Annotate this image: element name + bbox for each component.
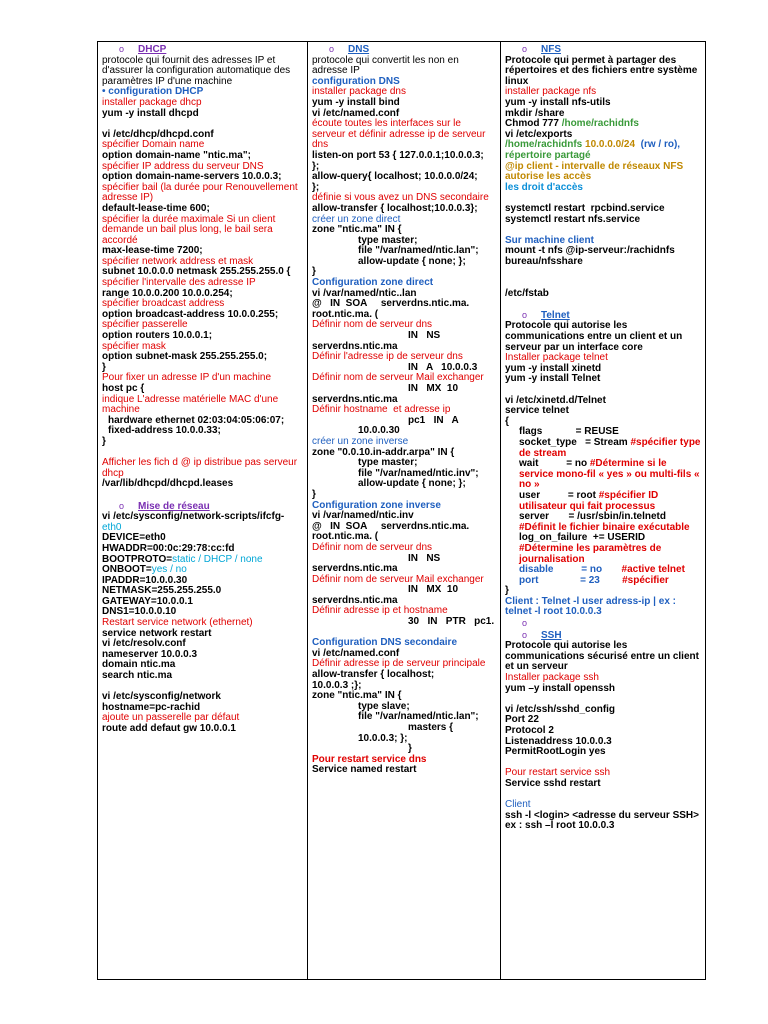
path-text: /home/rachidnfs — [505, 139, 586, 151]
spacer — [505, 790, 701, 801]
command-text: Chmod 777 — [505, 118, 562, 130]
command-line: vi /etc/sysconfig/network — [102, 691, 221, 703]
command-line: IN A 10.0.0.3 — [408, 361, 478, 373]
command-line: domain ntic.ma — [102, 659, 176, 671]
spacer — [102, 490, 303, 501]
command-line: @ IN SOA serverdns.ntic.ma. — [312, 520, 470, 532]
zone-direct-title: Configuration zone direct — [312, 277, 434, 289]
comment-line: définie si vous avez un DNS secondaire — [312, 192, 489, 204]
command-line: DEVICE=eth0 — [102, 532, 166, 544]
command-line: vi /etc/named.conf — [312, 107, 400, 119]
command-line — [505, 491, 701, 512]
command-text: server = /usr/sbin/in.telnetd — [519, 511, 669, 523]
command-line: yum -y install xinetd — [505, 362, 602, 374]
comment-line: indique L'adresse matérielle MAC d'une machine — [102, 393, 281, 416]
command-line: } — [312, 488, 316, 500]
command-line — [505, 436, 704, 459]
comment-text: #active telnet — [621, 564, 685, 576]
command-line: } — [102, 435, 106, 447]
command-line: subnet 10.0.0.0 netmask 255.255.255.0 { — [102, 266, 291, 278]
rights-text: (rw / ro), — [635, 139, 681, 151]
command-line: flags = REUSE — [519, 426, 619, 438]
command-line: IN MX 10 — [408, 383, 459, 394]
command-line: root.ntic.ma. ( — [312, 531, 379, 543]
command-line: { — [505, 415, 509, 427]
command-line: option broadcast-address 10.0.0.255; — [102, 308, 279, 320]
command-line: /etc/fstab — [505, 287, 549, 299]
network-text: 10.0.0.0/24 — [585, 139, 636, 151]
command-line: file "/var/named/ntic.lan"; — [358, 711, 479, 723]
command-line: option routers 10.0.0.1; — [102, 330, 213, 342]
command-line — [505, 576, 701, 587]
heading-dns: DNS — [348, 44, 370, 55]
dhcp-description: protocole qui fournit des adresses IP et d'assurer la configuration automatique des paramètres IP d'une machine — [102, 54, 293, 87]
command-line: file "/var/named/ntic.lan"; — [358, 245, 479, 257]
command-line: listen-on port 53 { 127.0.0.1;10.0.0.3; — [312, 149, 484, 161]
command-line: vi /etc/named.conf — [312, 647, 400, 659]
option-text: yes / no — [151, 564, 187, 576]
command-line: }; — [312, 160, 320, 172]
restart-note: Pour restart service dns — [312, 753, 427, 765]
command-line: range 10.0.0.200 10.0.0.254; — [102, 287, 233, 299]
command-line: systemctl restart nfs.service — [505, 213, 641, 225]
command-text: disable = no — [519, 564, 622, 576]
bullet-icon: o — [521, 309, 527, 320]
command-line: nameserver 10.0.0.3 — [102, 648, 198, 660]
command-line — [505, 533, 701, 565]
command-line: route add defaut gw 10.0.0.1 — [102, 723, 236, 734]
command-line — [505, 512, 701, 533]
option-text: eth0 — [102, 521, 122, 533]
telnet-client-line: Client : Telnet -l user adress-ip | ex : telnet -l root 10.0.0.3 — [505, 595, 679, 618]
bullet-icon: o — [521, 629, 527, 640]
comment-line: spécifier l'intervalle des adresse IP — [102, 277, 256, 289]
comment-line: Installer package ssh — [505, 672, 599, 684]
command-line: zone "ntic.ma" IN { — [312, 224, 402, 236]
command-line: vi /var/named/ntic..lan — [312, 287, 417, 299]
command-line: zone "0.0.10.in-addr.arpa" IN { — [312, 446, 455, 458]
command-line: service network restart — [102, 627, 212, 639]
heading-telnet: Telnet — [541, 309, 570, 321]
comment-text: #Détermine si le service mono-fil « yes » ou multi-fils « no » — [519, 458, 703, 491]
command-line: vi /var/named/ntic.inv — [312, 510, 414, 522]
command-line: ex : ssh –l root 10.0.0.3 — [505, 820, 615, 832]
command-text: socket_type = Stream — [519, 436, 631, 448]
comment-line: spécifier passerelle — [102, 319, 188, 331]
dns-description: protocole qui convertit les non en adresse IP — [312, 54, 462, 77]
command-line: 30 IN PTR pc1. — [408, 616, 495, 628]
command-line: zone "ntic.ma" IN { — [312, 690, 402, 702]
dhcp-config-title: • configuration DHCP — [102, 86, 204, 98]
command-line: NETMASK=255.255.255.0 — [102, 585, 222, 597]
command-line: vi /etc/dhcp/dhcpd.conf — [102, 128, 214, 140]
command-line: hostname=pc-rachid — [102, 701, 201, 713]
command-line: vi /etc/exports — [505, 128, 573, 140]
command-line: serverdns.ntic.ma — [312, 563, 398, 575]
command-line: Service named restart — [312, 764, 417, 776]
note-line: répertoire partagé — [505, 149, 591, 161]
command-line: max-lease-time 7200; — [102, 245, 203, 257]
command-line: option subnet-mask 255.255.255.0; — [102, 351, 268, 363]
command-line: Service sshd restart — [505, 777, 601, 789]
command-line: /var/lib/dhcpd/dhcpd.leases — [102, 478, 234, 490]
comment-line: ajoute un passerelle par défaut — [102, 712, 240, 724]
command-line: file "/var/named/ntic.inv"; — [358, 467, 479, 479]
command-line: } — [312, 266, 316, 278]
comment-line: spécifier network address et mask — [102, 255, 254, 267]
command-line: yum -y install dhcpd — [102, 107, 199, 119]
comment-line: spécifier broadcast address — [102, 298, 225, 310]
command-line: fixed-address 10.0.0.33; — [108, 425, 221, 437]
command-line: pc1 IN A — [408, 414, 459, 426]
comment-line: Pour fixer un adresse IP d'un machine — [102, 372, 272, 384]
spacer — [505, 385, 701, 396]
command-line: allow-query{ localhost; 10.0.0.0/24; — [312, 171, 478, 183]
comment-line: Définir hostname et adresse ip — [312, 404, 451, 416]
heading-dhcp: DHCP — [138, 44, 167, 55]
comment-line: Définir adresse ip et hostname — [312, 605, 448, 617]
ssh-description: Protocole qui autorise les communications sécurisé entre un client et un serveur — [505, 640, 702, 673]
comment-text: #spécifier type de stream — [519, 436, 704, 459]
client-title: Sur machine client — [505, 234, 594, 246]
comment-line: spécifier la durée maximale Si un client demande un bail plus long, le bail sera accordé — [102, 213, 279, 246]
command-line — [102, 512, 303, 533]
bullet-icon: o — [521, 44, 527, 54]
command-line: serverdns.ntic.ma — [312, 594, 398, 606]
bullet-icon: o — [328, 44, 334, 54]
command-line: IN NS — [408, 552, 441, 564]
comment-text: #spécifier — [622, 574, 669, 586]
command-line: }; — [312, 181, 320, 193]
command-line: default-lease-time 600; — [102, 202, 210, 214]
command-line: vi /etc/ssh/sshd_config — [505, 703, 616, 715]
heading-nfs: NFS — [541, 44, 561, 55]
comment-line: spécifier bail (la durée pour Renouvellement adresse IP) — [102, 181, 301, 204]
command-line: GATEWAY=10.0.0.1 — [102, 595, 193, 607]
note-line: les droit d'accès — [505, 181, 583, 193]
client-title: Client — [505, 799, 531, 811]
command-line: allow-transfer { localhost; — [312, 669, 435, 681]
command-line: search ntic.ma — [102, 670, 173, 682]
comment-text: #Définit le fichier binaire exécutable — [519, 521, 690, 533]
command-line: } — [102, 361, 106, 373]
command-line: vi /etc/xinetd.d/Telnet — [505, 394, 606, 406]
command-line: type slave; — [358, 700, 410, 712]
heading-network: Mise de réseau — [138, 500, 210, 512]
command-line: service telnet — [505, 405, 569, 417]
command-line: IPADDR=10.0.0.30 — [102, 574, 188, 586]
command-line: vi /etc/resolv.conf — [102, 638, 186, 650]
dhcp-config-label: configuration DHCP — [108, 86, 204, 98]
command-line: } — [505, 585, 509, 597]
command-text: BOOTPROTO= — [102, 553, 173, 565]
section-heading-dns — [312, 44, 496, 56]
command-line: ssh -l <login> <adresse du serveur SSH> — [505, 809, 699, 821]
dns-secondary-title: Configuration DNS secondaire — [312, 637, 458, 649]
command-line: yum -y install Telnet — [505, 373, 601, 385]
command-line: serverdns.ntic.ma — [312, 393, 398, 405]
command-line: @ IN SOA serverdns.ntic.ma. — [312, 298, 470, 310]
dns-config-title: configuration DNS — [312, 75, 400, 87]
command-line: option domain-name "ntic.ma"; — [102, 149, 251, 161]
command-line: allow-update { none; }; — [358, 255, 466, 267]
command-line: 10.0.0.30 — [358, 425, 400, 437]
command-line: mount -t nfs @ip-serveur:/rachidnfs bureau/nfsshare — [505, 245, 678, 267]
comment-line: spécifier IP address du serveur DNS — [102, 160, 264, 172]
command-line: IN NS — [408, 330, 441, 342]
nfs-description: Protocole qui permet à partager des répertoires et des fichiers entre système linux — [505, 54, 701, 87]
comment-line: Définir nom de serveur dns — [312, 541, 433, 553]
bullet-icon: o — [118, 500, 124, 511]
comment-line: Installer package telnet — [505, 352, 608, 364]
section-note: créer un zone inverse — [312, 435, 409, 447]
command-text: log_on_failure += USERID — [519, 532, 648, 544]
command-line: IN MX 10 — [408, 584, 459, 596]
command-line: systemctl restart rpcbind.service — [505, 202, 665, 214]
comment-line: Afficher les fich d @ ip distribue pas serveur dhcp — [102, 457, 300, 479]
command-line: hardware ethernet 02:03:04:05:06:07; — [108, 414, 285, 426]
comment-line: Définir nom de serveur dns — [312, 319, 433, 331]
comment-line: Définir adresse ip de serveur principale — [312, 658, 486, 670]
command-line: host pc { — [102, 383, 145, 394]
command-line: yum -y install bind — [312, 96, 400, 108]
column-dns — [307, 42, 500, 979]
comment-line: spécifier Domain name — [102, 139, 205, 151]
command-line: masters { — [408, 722, 454, 733]
command-line: PermitRootLogin yes — [505, 746, 606, 758]
command-line: } — [408, 743, 412, 755]
comment-line: Définir nom de serveur Mail exchanger — [312, 372, 484, 384]
command-text: port = 23 — [519, 574, 623, 586]
bullet-icon: o — [521, 618, 527, 629]
column-nfs-telnet-ssh — [500, 42, 705, 979]
section-heading-nfs — [505, 44, 701, 56]
command-text: ONBOOT= — [102, 564, 152, 576]
section-heading-dhcp — [102, 44, 303, 56]
command-text: user = root — [519, 489, 599, 501]
command-line: type master; — [358, 234, 418, 246]
path-text: /home/rachidnfs — [561, 118, 639, 130]
comment-line: spécifier mask — [102, 340, 166, 352]
telnet-description: Protocole qui autorise les communications entre un client et un serveur par un interface core — [505, 320, 686, 353]
command-line: Protocol 2 — [505, 725, 554, 736]
comment-line: Définir nom de serveur Mail exchanger — [312, 573, 484, 585]
bullet-icon: o — [118, 44, 124, 54]
comment-line: Pour restart service ssh — [505, 767, 611, 779]
zone-inverse-title: Configuration zone inverse — [312, 499, 441, 511]
command-text: vi /etc/sysconfig/network-scripts/ifcfg- — [102, 511, 285, 523]
command-line: type master; — [358, 457, 418, 469]
command-line: 10.0.0.3 ;}; — [312, 679, 362, 691]
column-dhcp-network — [98, 42, 307, 979]
spacer — [505, 267, 701, 278]
heading-ssh: SSH — [541, 629, 562, 641]
comment-line: Définir l'adresse ip de serveur dns — [312, 351, 463, 363]
cheat-sheet-table — [97, 41, 706, 980]
spacer — [505, 299, 701, 310]
bullet-line — [505, 618, 701, 630]
command-line: 10.0.0.3; }; — [358, 732, 408, 744]
comment-line: écoute toutes les interfaces sur le serveur et définir adresse ip de serveur dns — [312, 118, 489, 151]
comment-line: installer package nfs — [505, 86, 597, 98]
command-line: DNS1=10.0.0.10 — [102, 606, 177, 618]
section-note: créer un zone direct — [312, 213, 401, 225]
command-line: serverdns.ntic.ma — [312, 340, 398, 352]
comment-line: installer package dns — [312, 86, 406, 98]
command-line: option domain-name-servers 10.0.0.3; — [102, 171, 282, 183]
command-line: allow-transfer { localhost;10.0.0.3}; — [312, 202, 478, 214]
option-text: static / DHCP / none — [172, 553, 263, 565]
comment-text: #spécifier ID utilisateur qui fait processus — [519, 489, 662, 512]
note-line: autorise les accès — [505, 171, 592, 183]
command-line: allow-update { none; }; — [358, 478, 466, 490]
command-line: root.ntic.ma. ( — [312, 308, 379, 320]
command-line: mkdir /share — [505, 107, 565, 119]
command-line: yum -y install nfs-utils — [505, 96, 611, 108]
command-line — [505, 459, 701, 491]
command-line: Port 22 — [505, 714, 539, 726]
command-line: HWADDR=00:0c:29:78:cc:fd — [102, 542, 235, 554]
comment-line: Restart service network (ethernet) — [102, 617, 253, 629]
command-line: Listenaddress 10.0.0.3 — [505, 735, 612, 747]
note-line: @ip client - intervalle de réseaux NFS — [505, 160, 684, 172]
comment-line: installer package dhcp — [102, 96, 202, 108]
comment-text: #Détermine les paramètres de journalisation — [519, 542, 665, 565]
command-text: wait = no — [519, 458, 590, 470]
command-line: yum –y install openssh — [505, 682, 616, 694]
